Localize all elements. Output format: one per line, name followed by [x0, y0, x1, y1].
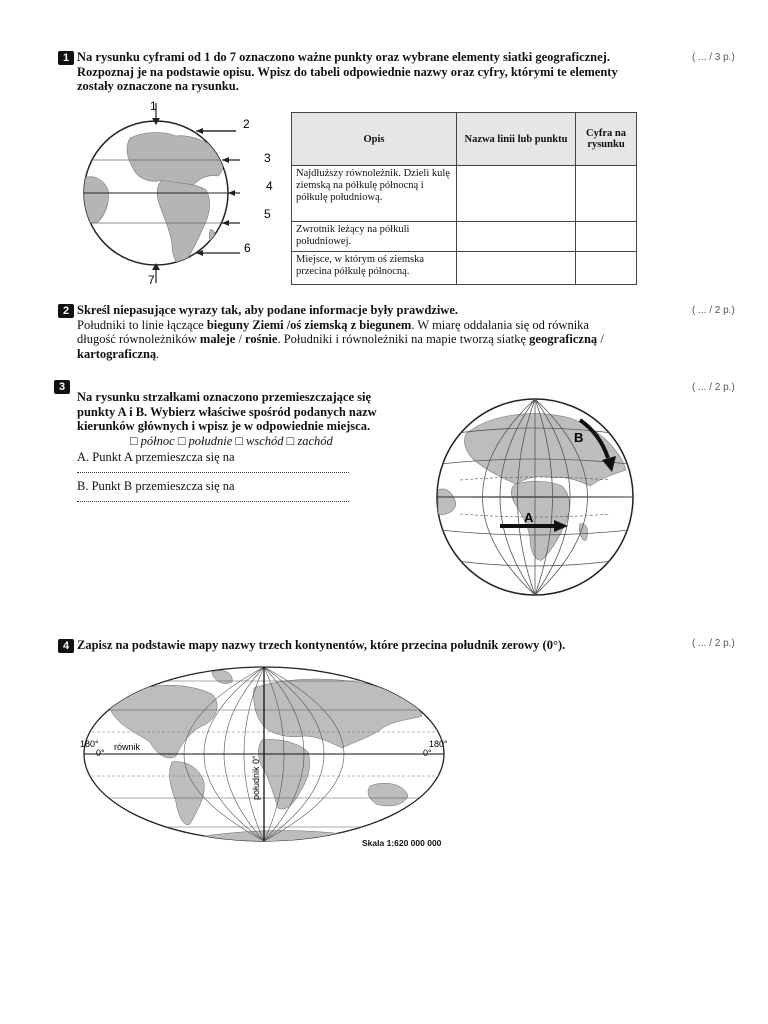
globe-label-6: 6 — [244, 241, 251, 255]
globe-label-4: 4 — [266, 179, 273, 193]
q2-line-3 — [77, 347, 689, 362]
table-row-2-digit-cell[interactable] — [576, 222, 637, 252]
q2-option-kartograficzna[interactable]: kartograficzną — [77, 346, 157, 361]
question-number-3: 3 — [54, 380, 70, 394]
q2-text — [77, 303, 689, 361]
globe-figure-q3 — [430, 394, 640, 600]
q3-answer-a-line[interactable] — [77, 472, 349, 473]
question-number-2: 2 — [58, 304, 74, 318]
q1-text-line1: Na rysunku cyframi od 1 do 7 oznaczono ważne punkty oraz wybrane elementy siatki geograficznej. — [77, 50, 610, 64]
q2-line-2 — [77, 332, 689, 347]
q3-direction-options[interactable]: □ północ □ południe □ wschód □ zachód — [130, 434, 333, 448]
table-row-3-name-cell[interactable] — [457, 252, 576, 285]
globe-label-1: 1 — [150, 99, 157, 113]
world-map-q4 — [72, 658, 462, 854]
q3-text-line2: punkty A i B. Wybierz właściwe spośród podanych nazw — [77, 404, 377, 419]
table-row-1-name-cell[interactable] — [457, 166, 576, 222]
globe-label-7: 7 — [148, 273, 155, 287]
q1-text — [77, 50, 687, 94]
q3-text-line3: kierunków głównych i wpisz je w odpowiednie miejsca. — [77, 419, 371, 433]
table-row-3-digit-cell[interactable] — [576, 252, 637, 285]
q1-table — [291, 112, 637, 285]
table-header-opis: Opis — [292, 113, 457, 166]
map-scale: Skala 1:620 000 000 — [362, 838, 442, 848]
globe3-grid — [430, 399, 640, 595]
points-q4: ( ... / 2 p.) — [692, 638, 735, 649]
map-label-0-right: 0° — [423, 748, 432, 758]
q2-l1d: . W miarę oddalania się od równika — [411, 317, 589, 332]
map-label-equator: równik — [114, 742, 141, 752]
map-label-180-right: 180° — [429, 739, 448, 749]
globe-label-5: 5 — [264, 207, 271, 221]
q2-l1a: Południki to linie łączące — [77, 317, 207, 332]
q2-option-os-ziemska[interactable]: /oś ziemską z biegunem — [283, 317, 412, 332]
globe-label-3: 3 — [264, 151, 271, 165]
table-row-2-desc: Zwrotnik leżący na półkuli południowej. — [292, 222, 457, 252]
map-label-meridian: południk 0° — [251, 755, 261, 800]
q2-l2c: / — [235, 332, 246, 346]
table-header-cyfra: Cyfra na rysunku — [576, 113, 637, 166]
q2-l2g: / — [597, 332, 604, 346]
points-q2: ( ... / 2 p.) — [692, 305, 735, 316]
globe-label-2: 2 — [243, 117, 250, 131]
globe-figure-q1 — [80, 98, 290, 290]
q2-option-bieguny[interactable]: bieguny Ziemi — [206, 317, 284, 332]
map-label-180-left: 180° — [80, 739, 99, 749]
table-row-2-name-cell[interactable] — [457, 222, 576, 252]
point-a-label: A — [524, 510, 534, 525]
point-b-label: B — [574, 430, 584, 445]
points-q3: ( ... / 2 p.) — [692, 382, 735, 393]
points-q1: ( ... / 3 p.) — [692, 52, 735, 63]
q4-text: Zapisz na podstawie mapy nazwy trzech kontynentów, które przecina południk zerowy (0°). — [77, 638, 566, 652]
q2-option-maleje[interactable]: maleje — [199, 332, 236, 346]
q3-answer-b-line[interactable] — [77, 501, 349, 502]
table-row-1-digit-cell[interactable] — [576, 166, 637, 222]
q2-l2a: długość równoleżników — [77, 332, 200, 346]
q2-l2e: . Południki i równoleżniki na mapie tworzą siatkę — [277, 332, 530, 346]
table-header-nazwa: Nazwa linii lub punktu — [457, 113, 576, 166]
q1-text-line2: Rozpoznaj je na podstawie opisu. Wpisz do tabeli odpowiednie nazwy oraz cyfry, którymi te elementy — [77, 64, 618, 79]
q2-instruction: Skreśl niepasujące wyrazy tak, aby podane informacje były prawdziwe. — [77, 303, 459, 317]
table-row-1-desc: Najdłuższy równoleżnik. Dzieli kulę ziemską na półkulę północną i półkulę południową. — [292, 166, 457, 222]
question-number-4: 4 — [58, 639, 74, 653]
map-label-0-left: 0° — [96, 748, 105, 758]
q3-answer-a-label: A. Punkt A przemieszcza się na — [77, 450, 235, 464]
q1-text-line3: zostały oznaczone na rysunku. — [77, 79, 239, 93]
q3-text — [77, 390, 427, 434]
q3-answer-b-label: B. Punkt B przemieszcza się na — [77, 479, 235, 493]
q3-text-line1: Na rysunku strzałkami oznaczono przemieszczające się — [77, 390, 372, 404]
q2-option-rosnie[interactable]: rośnie — [245, 332, 278, 346]
question-number-1: 1 — [58, 51, 74, 65]
q2-line-1 — [77, 318, 689, 333]
table-row-3-desc: Miejsce, w którym oś ziemska przecina półkulę północną. — [292, 252, 457, 285]
q2-option-geograficzna[interactable]: geograficzną — [529, 332, 598, 346]
q2-l3end: . — [156, 346, 160, 361]
